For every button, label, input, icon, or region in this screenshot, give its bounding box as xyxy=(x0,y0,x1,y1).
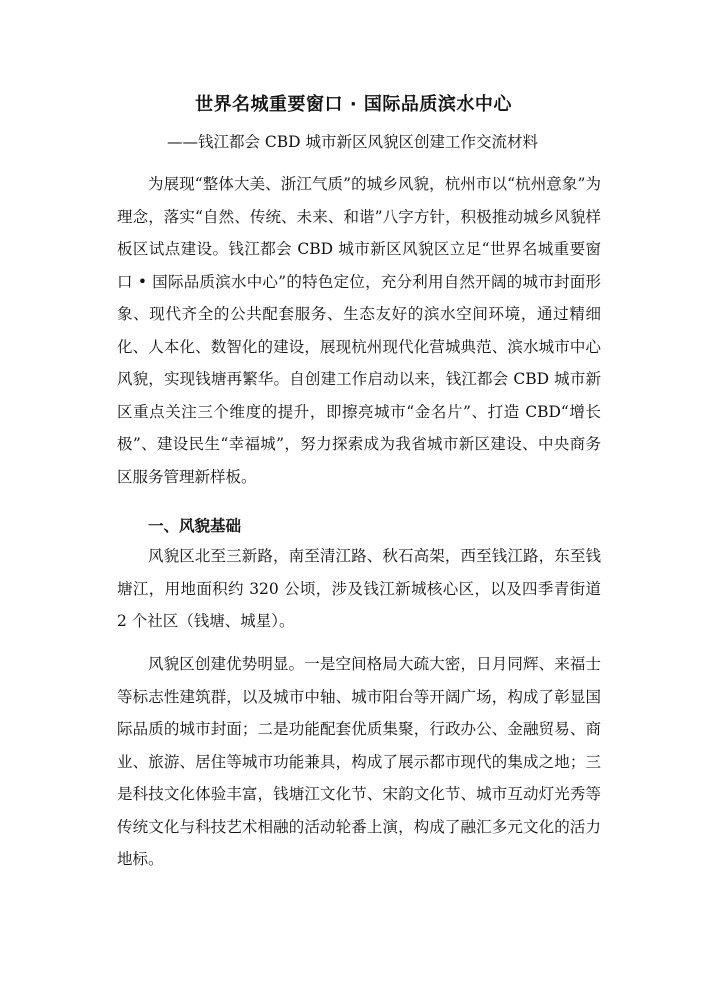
section-paragraph: 风貌区创建优势明显。一是空间格局大疏大密，日月同辉、来福士等标志性建筑群，以及城市中轴、城市阳台等开阔广场，构成了彰显国际品质的城市封面；二是功能配套优质集聚，行政办公、金融贸易、商业、旅游、居住等城市功能兼具，构成了展示都市现代的集成之地；三是科技文化体验丰富，钱塘江文化节、宋韵文化节、城市互动灯光秀等传统文化与科技艺术相融的活动轮番上演，构成了融汇多元文化的活力地标。 xyxy=(117,655,601,868)
document-title: 世界名城重要窗口 · 国际品质滨水中心 xyxy=(195,94,512,115)
intro-paragraph: 为展现“整体大美、浙江气质”的城乡风貌，杭州市以“杭州意象”为理念，落实“自然、传统、未来、和谐”八字方针，积极推动城乡风貌样板区试点建设。钱江都会 CBD 城市新区风貌区立足“世界名城重要窗口 • 国际品质滨水中心”的特色定位，充分利用自然开阔的城市封面形象、现代齐全的公共配套服务、生态友好的滨水空间环境，通过精细化、人本化、数智化的建设，展现杭州现代化营城典范、滨水城市中心风貌，实现钱塘再繁华。自创建工作启动以来，钱江都会 CBD 城市新区重点关注三个维度的提升，即擦亮城市“金名片”、打造 CBD“增长极”、建设民生“幸福城”，努力探索成为我省城市新区建设、中央商务区服务管理新样板。 xyxy=(117,175,601,486)
document-subtitle: ——钱江都会 CBD 城市新区风貌区创建工作交流材料 xyxy=(167,133,539,151)
section-paragraph: 风貌区北至三新路，南至清江路、秋石高架，西至钱江路，东至钱塘江，用地面积约 320 公顷，涉及钱江新城核心区，以及四季青街道 2 个社区（钱塘、城星）。 xyxy=(117,547,601,630)
section-heading: 一、风貌基础 xyxy=(148,517,242,535)
